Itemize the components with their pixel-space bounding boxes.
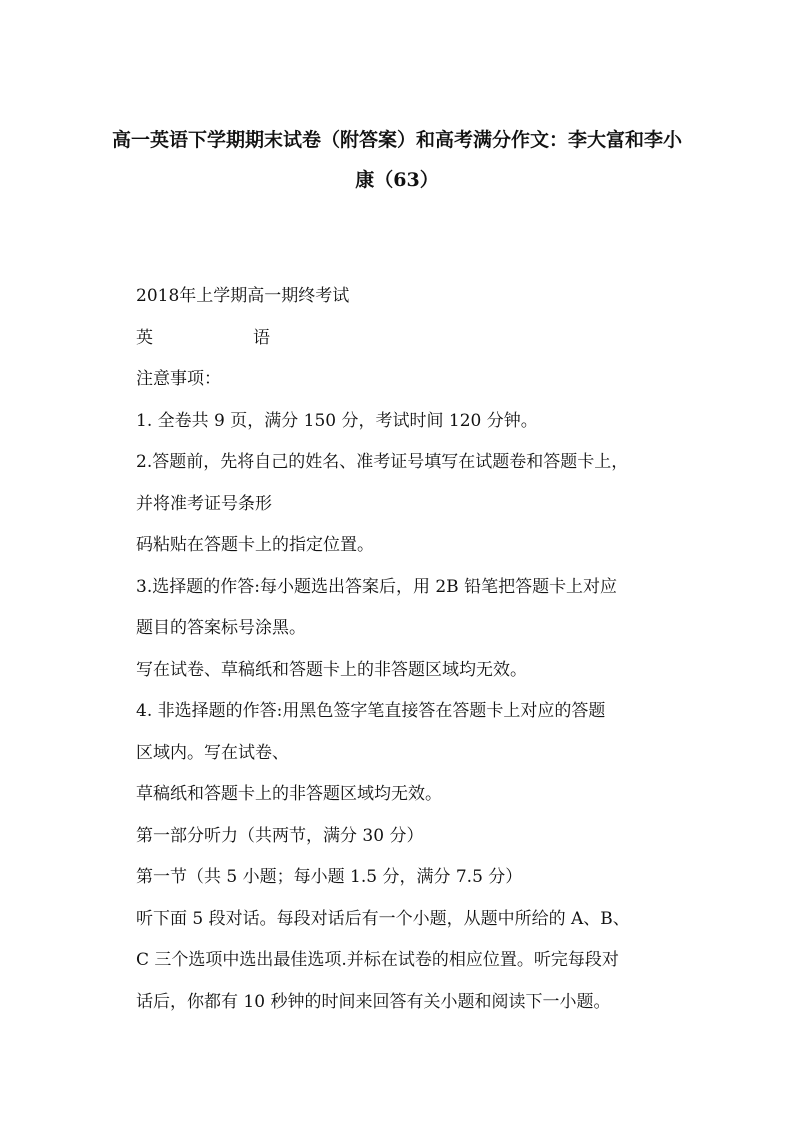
document-body [136,282,676,1029]
paragraph-line: 4. 非选择题的作答:用黑色签字笔直接答在答题卡上对应的答题 [136,701,606,721]
subject-line [136,324,676,366]
paragraph-line: 1. 全卷共 9 页，满分 150 分，考试时间 120 分钟。 [136,410,538,431]
paragraph-line: 草稿纸和答题卡上的非答题区域均无效。 [136,784,442,804]
paragraph-line: 区域内。写在试卷、 [136,742,289,763]
notes-heading: 注意事项： [136,369,221,389]
section-heading-sub1: 第一节（共 5 小题；每小题 1.5 分，满分 7.5 分） [136,867,523,887]
paragraph-line: 话后，你都有 10 秒钟的时间来回答有关小题和阅读下一小题。 [136,991,611,1012]
document-title [100,120,694,200]
paragraph-line: 写在试卷、草稿纸和答题卡上的非答题区域均无效。 [136,659,527,680]
subject-char-1: 英 [136,327,153,348]
paragraph-line: 听下面 5 段对话。每段对话后有一个小题，从题中所给的 A、B、 [136,908,630,929]
paragraph-line: 2.答题前，先将自己的姓名、准考证号填写在试题卷和答题卡上， [136,452,629,472]
subject-char-2: 语 [253,327,270,348]
paragraph-line: 码粘贴在答题卡上的指定位置。 [136,535,374,555]
paragraph-line: 并将准考证号条形 [136,493,272,514]
section-heading-part1: 第一部分听力（共两节，满分 30 分） [136,825,424,846]
document-title-line-1: 高一英语下学期期末试卷（附答案）和高考满分作文：李大富和李小 [111,129,682,151]
paragraph-line: 题目的答案标号涂黑。 [136,618,306,638]
document-title-line-2: 康（63） [355,169,439,191]
exam-heading: 2018年上学期高一期终考试 [136,286,350,306]
paragraph-line: C 三个选项中选出最佳选项.并标在试卷的相应位置。听完每段对 [136,950,619,970]
paragraph-line: 3.选择题的作答:每小题选出答案后，用 2B 铅笔把答题卡上对应 [136,576,618,597]
